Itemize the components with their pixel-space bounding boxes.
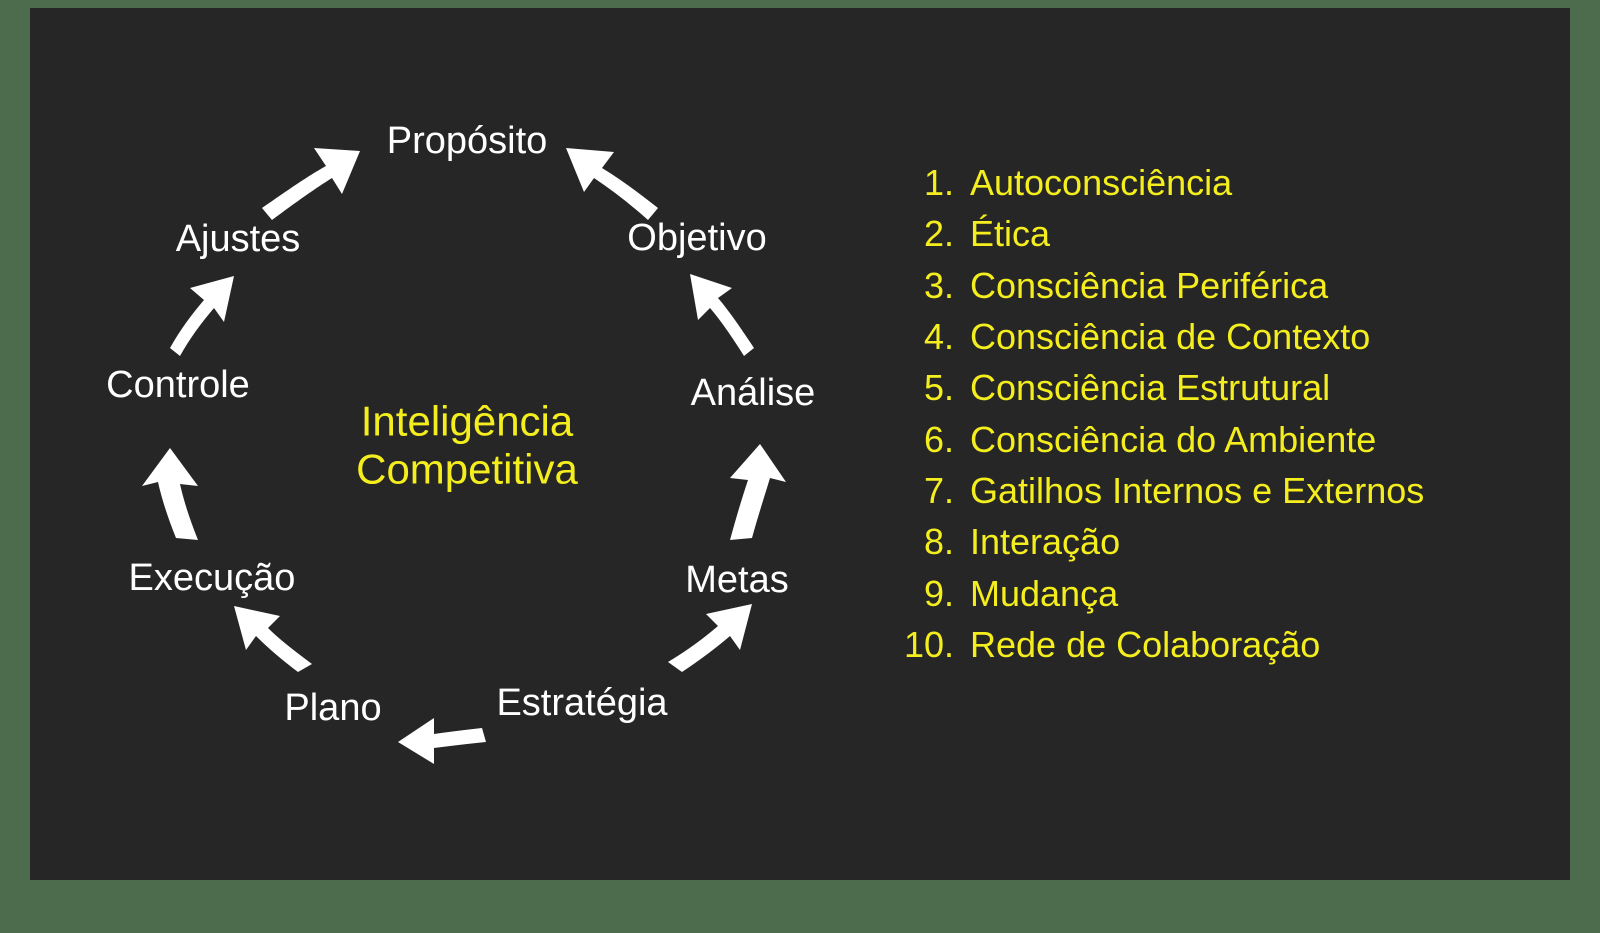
list-item bbox=[892, 163, 1552, 203]
cycle-node-objetivo: Objetivo bbox=[627, 217, 767, 259]
arrow-ajustes-to-proposito bbox=[262, 148, 360, 220]
arrow-estrategia-to-plano bbox=[398, 718, 486, 764]
cycle-node-metas: Metas bbox=[685, 559, 789, 601]
cycle-node-proposito: Propósito bbox=[386, 120, 548, 162]
list-item-label: Consciência Estrutural bbox=[970, 367, 1331, 409]
arrow-objetivo-to-analise bbox=[690, 274, 754, 356]
list-item bbox=[892, 214, 1552, 254]
cycle-center-title bbox=[356, 398, 578, 495]
list-item-label: Ética bbox=[970, 213, 1051, 255]
cycle-node-plano: Plano bbox=[284, 687, 382, 729]
list-item-number: 5. bbox=[923, 367, 954, 409]
list-item-number: 4. bbox=[923, 315, 954, 357]
list-item bbox=[892, 420, 1552, 460]
cycle-diagram bbox=[30, 8, 890, 880]
list-item-label: Autoconsciência bbox=[970, 162, 1233, 203]
cycle-node-controle: Controle bbox=[106, 364, 250, 406]
list-item-label: Consciência Periférica bbox=[970, 264, 1329, 306]
list-item-label: Rede de Colaboração bbox=[970, 623, 1321, 665]
arrow-proposito-to-objetivo bbox=[566, 148, 658, 220]
list-item bbox=[892, 471, 1552, 511]
arrow-metas-to-estrategia bbox=[668, 604, 752, 672]
cycle-node-estrategia: Estratégia bbox=[496, 682, 668, 724]
list-item bbox=[892, 574, 1552, 614]
list-item-number: 8. bbox=[923, 521, 954, 563]
slide-canvas bbox=[30, 8, 1570, 880]
list-item-number: 1. bbox=[923, 162, 954, 203]
cycle-center-title-line2: Competitiva bbox=[356, 446, 578, 493]
list-item bbox=[892, 625, 1552, 665]
cycle-node-execucao: Execução bbox=[128, 557, 296, 599]
list-item bbox=[892, 368, 1552, 408]
arrow-execucao-to-controle bbox=[142, 448, 198, 540]
cycle-node-ajustes: Ajustes bbox=[175, 218, 301, 260]
list-item-label: Interação bbox=[970, 521, 1121, 563]
list-item-number: 6. bbox=[923, 418, 954, 460]
list-item bbox=[892, 317, 1552, 357]
list-item-number: 10. bbox=[903, 623, 954, 665]
list-item-label: Gatilhos Internos e Externos bbox=[970, 469, 1425, 511]
list-item-number: 7. bbox=[923, 469, 954, 511]
cycle-node-analise: Análise bbox=[690, 372, 816, 414]
arrow-controle-to-ajustes bbox=[170, 276, 234, 356]
list-item-number: 3. bbox=[923, 264, 954, 306]
list-item bbox=[892, 522, 1552, 562]
arrow-analise-to-metas bbox=[730, 444, 786, 540]
list-item-label: Consciência do Ambiente bbox=[970, 418, 1377, 460]
list-item-number: 9. bbox=[923, 572, 954, 614]
cycle-center-title-line1: Inteligência bbox=[360, 397, 574, 445]
list-item-label: Consciência de Contexto bbox=[970, 315, 1371, 357]
list-item-number: 2. bbox=[923, 213, 954, 255]
list-item-label: Mudança bbox=[970, 572, 1119, 614]
arrow-plano-to-execucao bbox=[234, 606, 312, 672]
list-item bbox=[892, 266, 1552, 306]
numbered-list bbox=[892, 163, 1552, 676]
